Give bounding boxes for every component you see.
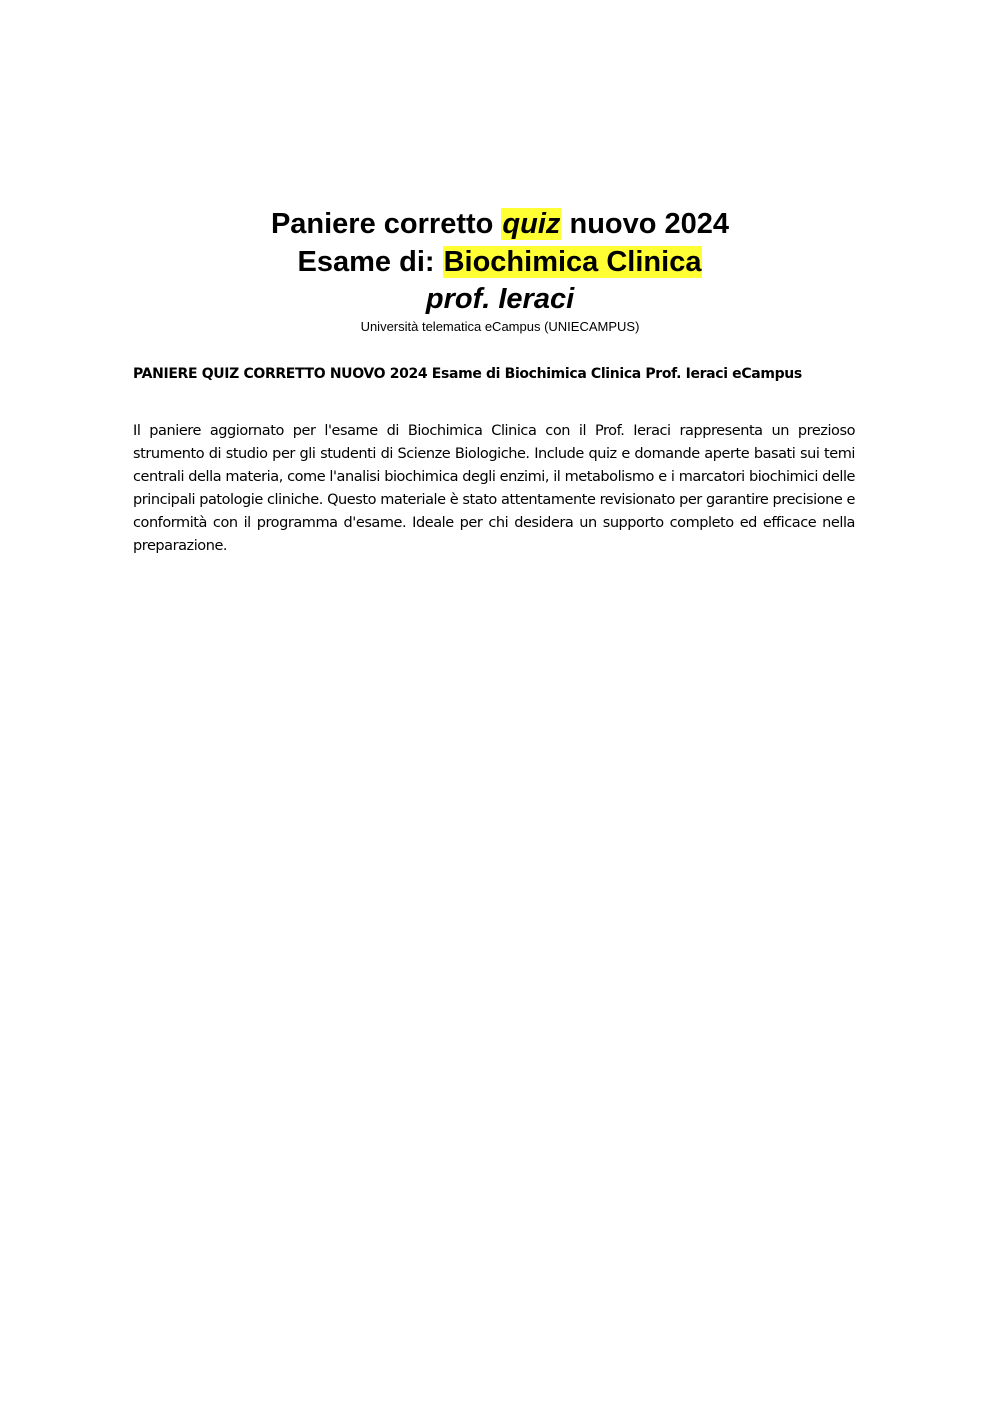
highlighted-subject: Biochimica Clinica	[443, 246, 702, 278]
body-paragraph: Il paniere aggiornato per l'esame di Biochimica Clinica con il Prof. Ieraci rappresenta un prezioso strumento di studio per gli studenti di Scienze Biologiche. Include quiz e domande aperte basati sui temi centrali della materia, come l'analisi biochimica degli enzimi, il metabolismo e i marcatori biochimici delle principali patologie cliniche. Questo materiale è stato attentamente revisionato per garantire precisione e conformità con il programma d'esame. Ideale per chi desidera un supporto completo ed efficace nella preparazione.	[133, 423, 855, 554]
section-heading: PANIERE QUIZ CORRETTO NUOVO 2024 Esame di Biochimica Clinica Prof. Ieraci eCampus	[133, 366, 802, 382]
professor-name: prof. Ieraci	[425, 283, 575, 315]
document-title	[0, 205, 1000, 317]
title-line-2	[0, 243, 1000, 281]
title-text-after: nuovo 2024	[561, 208, 730, 240]
title-text-before: Paniere corretto	[270, 208, 502, 240]
university-name: Università telematica eCampus (UNIECAMPUS)	[360, 319, 640, 334]
highlighted-quiz: quiz	[502, 208, 561, 240]
exam-prefix: Esame di:	[297, 246, 443, 278]
title-line-1	[0, 205, 1000, 243]
